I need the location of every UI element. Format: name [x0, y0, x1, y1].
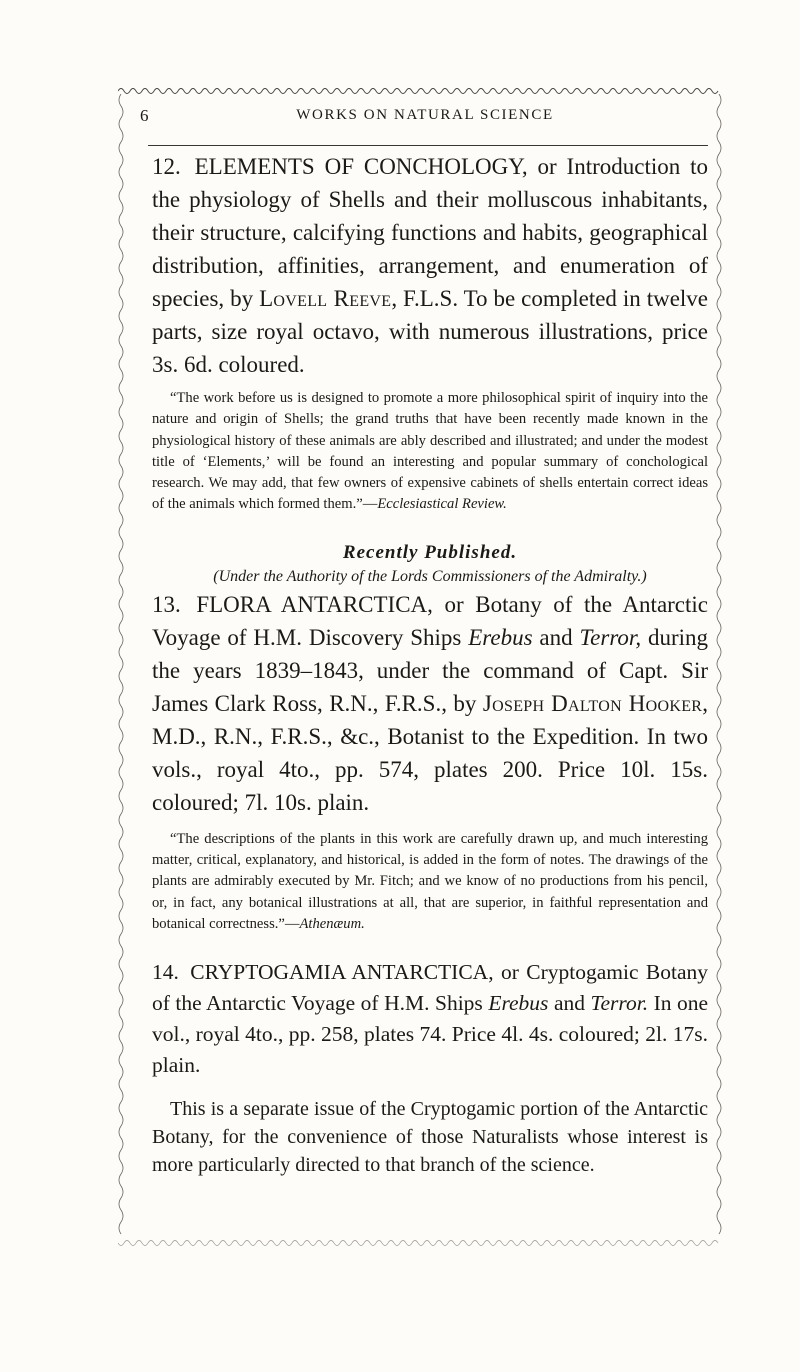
section-heading: Recently Published. [342, 541, 518, 563]
entry-author: Lovell Reeve [259, 286, 392, 311]
conjunction: and [539, 624, 573, 650]
entry-13 [152, 588, 708, 819]
decorative-border-left [116, 94, 126, 1244]
entry-author: Joseph Dalton Hooker [482, 690, 703, 716]
entry-description-end: , M.D., R.N., F.R.S., &c., Botanist to the Expedition. In two vols., royal 4to., pp. 574, plates 200. Price 10l. 15s. coloured; 7l. 10s. plain. [152, 690, 708, 815]
entry-description: or Botany of the Antarctic Voyage of H.M. Discovery Ships [152, 591, 709, 650]
conjunction: and [553, 991, 585, 1016]
authority-note: (Under the Authority of the Lords Commissioners of the Admiralty.) [213, 567, 647, 585]
entry-title: FLORA ANTARCTICA, [196, 591, 433, 617]
entry-note: This is a separate issue of the Cryptogamic portion of the Antarctic Botany, for the convenience of those Naturalists whose interest is more particularly directed to that branch of the science. [152, 1098, 708, 1177]
review-text: “The work before us is designed to promote a more philosophical spirit of inquiry into the nature and origin of Shells; the grand truths that have been recently made known in the physiological history of these animals are ably described and illustrated; and under the modest title of ‘Elements,’ will be found an interesting and popular summary of conchological research. We may add, that few owners of expensive cabinets of shells entertain correct ideas of the animals which formed them.”— [152, 390, 708, 513]
review-quote [152, 829, 708, 935]
review-text: “The descriptions of the plants in this work are carefully drawn up, and much interesting matter, critical, explanatory, and historical, is added in the form of notes. The drawings of the plants are admirably executed by Mr. Fitch; and we know of no productions from his pencil, or, in fact, any botanical illustrations at all, that are superior, in faithful representation and botanical correctness.”— [152, 830, 708, 932]
header-rule [148, 145, 708, 146]
entry-description-continued: , F.L.S. To be completed in twelve parts, size royal octavo, with numerous illustrations, price 3s. 6d. coloured. [152, 286, 709, 377]
entry-description-continued: during the years 1839–1843, under the command of Capt. Sir James Clark Ross, R.N., F.R.S., by [152, 624, 708, 716]
entry-description: or Introduction to the physiology of Shells and their molluscous inhabitants, their structure, calcifying functions and habits, geographical distribution, affinities, arrangement, and enumeration of species, by [152, 154, 709, 311]
running-title: WORKS ON NATURAL SCIENCE [296, 107, 554, 123]
entry-number: 13. [152, 591, 181, 617]
decorative-border-bottom [118, 1240, 722, 1248]
decorative-border-right [714, 94, 724, 1244]
review-source: Athenæum. [299, 915, 365, 932]
entry-description: or Cryptogamic Botany of the Antarctic Voyage of H.M. Ships [152, 960, 709, 1016]
entry-number: 14. [152, 960, 179, 985]
ship-name: Terror, [579, 624, 642, 650]
decorative-border-top [118, 86, 722, 94]
entry-title: CRYPTOGAMIA ANTARCTICA, [190, 960, 494, 985]
review-source: Ecclesiastical Review. [377, 496, 507, 513]
running-head [140, 106, 710, 130]
entry-12 [152, 150, 708, 381]
entry-description-continued: In one vol., royal 4to., pp. 258, plates 74. Price 4l. 4s. coloured; 2l. 17s. plain. [152, 991, 709, 1078]
page-content [152, 150, 708, 1179]
ship-name: Erebus [468, 624, 533, 650]
ship-name: Terror. [590, 991, 649, 1016]
review-quote [152, 388, 708, 516]
entry-14 [152, 957, 708, 1081]
page-number: 6 [140, 106, 149, 125]
entry-number: 12. [152, 154, 181, 179]
entry-title: ELEMENTS OF CONCHOLOGY, [194, 154, 528, 179]
ship-name: Erebus [488, 991, 549, 1016]
